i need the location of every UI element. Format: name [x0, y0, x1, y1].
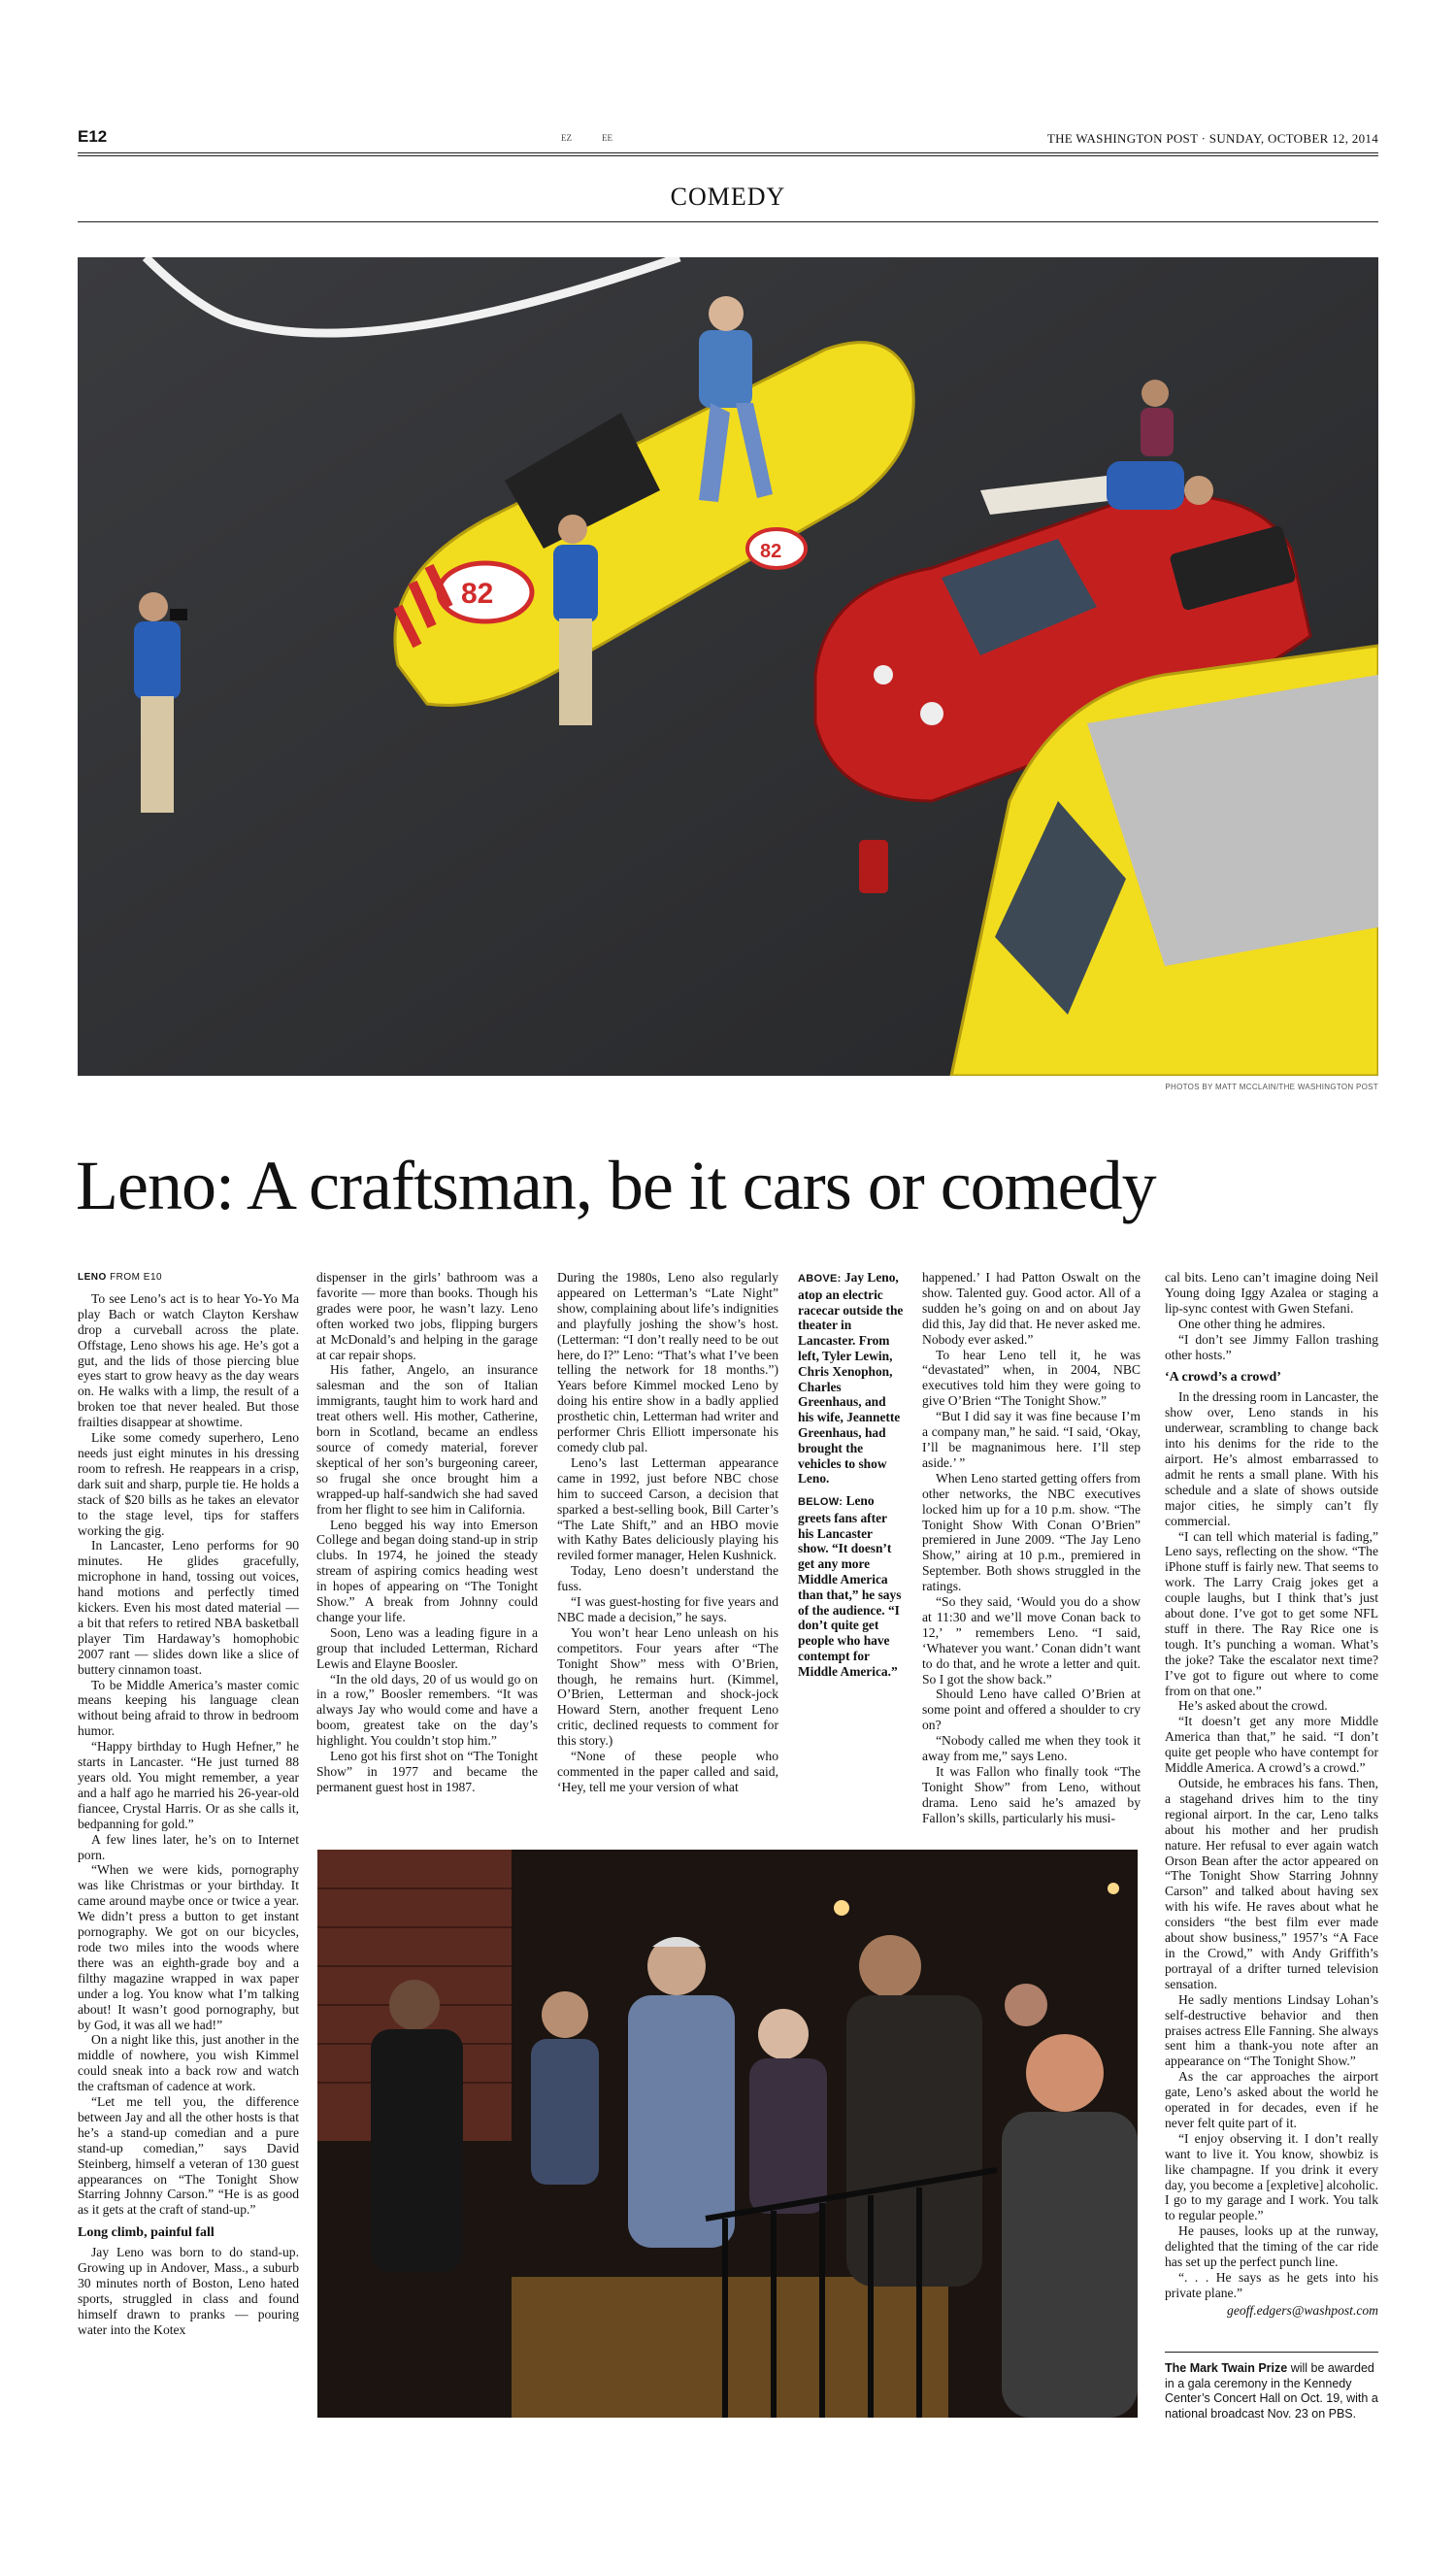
- paragraph: “I can tell which material is fading,” Leno says, reflecting on the show. “The iPhone stuff is fairly new. That seems to work. The Larry Craig jokes get a couple laughs, but I think that’s just about done. I’ve got to get some NFL stuff in there. The Ray Rice one is tough. It’s punching a woman. What’s the joke? Take the escalator next time? I’ve got to figure out where to come from on that one.”: [1165, 1528, 1378, 1698]
- mark-twain-note: [1165, 2361, 1378, 2422]
- note-body: will be awarded in a gala ceremony in the Kennedy Center’s Concert Hall on Oct. 19, with a national broadcast Nov. 23 on PBS.: [1165, 2361, 1378, 2421]
- paragraph: His father, Angelo, an insurance salesman and the son of Italian immigrants, taught him to work hard and treat others well. His mother, Catherine, born in Scotland, became an endless source of comedy material, forever skeptical of her son’s burgeoning career, so frugal she once brought him a wrapped-up half-sandwich she had saved from her flight to see him in California.: [316, 1362, 538, 1517]
- paragraph: It was Fallon who finally took “The Tonight Show” from Leno, without drama. Leno said he’s amazed by Fallon’s skills, particularly his musi-: [922, 1764, 1141, 1825]
- headline: Leno: A craftsman, be it cars or comedy: [76, 1147, 1156, 1224]
- paragraph: To be Middle America’s master comic means keeping his language clean without being afraid to throw in bedroom humor.: [78, 1677, 299, 1739]
- masthead-rule: [78, 152, 1378, 153]
- paragraph: happened.’ I had Patton Oswalt on the show. Talented guy. Good actor. All of a sudden he’s going on and on about Jay did this, Jay did that. He never asked me. Nobody ever asked.”: [922, 1270, 1141, 1347]
- svg-text:82: 82: [461, 578, 494, 610]
- caption-below: [798, 1493, 905, 1680]
- paragraph: Should Leno have called O’Brien at some point and offered a shoulder to cry on?: [922, 1687, 1141, 1733]
- paragraph: Leno’s last Letterman appearance came in 1992, just before NBC chose him to succeed Carson, a decision that sparked a best-selling book, Bill Carter’s “The Late Shift,” and an HBO movie with Kathy Bates deliciously playing his reviled former manager, Helen Kushnick.: [557, 1454, 778, 1563]
- paragraph: dispenser in the girls’ bathroom was a favorite — more than books. Though his grades were poor, he wasn’t lazy. Leno often worked two jobs, flipping burgers at McDonald’s and helping in the garage at car repair shops.: [316, 1270, 538, 1362]
- paragraph: Like some comedy superhero, Leno needs just eight minutes in his dressing room to refresh. He reappears in a crisp, dark suit and sharp, purple tie. He holds a stack of $20 bills as he takes an elevator to the stage level, tips for staffers working the gig.: [78, 1430, 299, 1538]
- story-column-5: [922, 1270, 1141, 1826]
- paragraph: “So they said, ‘Would you do a show at 11:30 and we’ll move Conan back to 12,’ ” remembers Leno. “I said, ‘Whatever you want.’ Conan didn’t want to do that, and he wrote a letter and quit. So I got the show back.”: [922, 1594, 1141, 1687]
- paragraph: To hear Leno tell it, he was “devastated” when, in 2004, NBC executives told him they were going to give O’Brien “The Tonight Show.”: [922, 1347, 1141, 1409]
- paragraph: In Lancaster, Leno performs for 90 minutes. He glides gracefully, microphone in hand, tossing out voices, hand motions and perfectly timed kickers. Even his most dated material — a bit that refers to retired NBA basketball player Tim Hardaway’s homophobic 2007 rant — slides down like a slice of buttery cinnamon toast.: [78, 1538, 299, 1677]
- paragraph: “I enjoy observing it. I don’t really want to live it. You know, showbiz is like champagne. If you drink it every day, you become a [expletive] alcoholic. I go to my garage and I work. You talk to regular people.”: [1165, 2130, 1378, 2223]
- section-rule: [78, 221, 1378, 222]
- paragraph: “Nobody called me when they took it away from me,” says Leno.: [922, 1733, 1141, 1764]
- paragraph: “It doesn’t get any more Middle America than that,” he said. “I don’t quite get people who have contempt for Middle America. A crowd’s a crowd.”: [1165, 1714, 1378, 1776]
- bottom-photo-fans: [317, 1850, 1138, 2418]
- svg-text:82: 82: [760, 541, 782, 562]
- paragraph: A few lines later, he’s on to Internet porn.: [78, 1831, 299, 1862]
- caption-label: ABOVE:: [798, 1273, 842, 1285]
- top-photo-cars: [78, 257, 1378, 1076]
- story-column-2: [316, 1270, 538, 1795]
- paragraph: cal bits. Leno can’t imagine doing Neil Young doing Iggy Azalea or staging a lip-sync contest with Gwen Stefani.: [1165, 1270, 1378, 1316]
- paragraph: “Let me tell you, the difference between Jay and all the other hosts is that he’s a stand-up comedian and a pure stand-up comedian,” says David Steinberg, himself a veteran of 130 guest appearances on “The Tonight Show Starring Johnny Carson.” “He is as good as it gets at the craft of stand-up.”: [78, 2094, 299, 2218]
- story-column-1: [78, 1270, 299, 2338]
- paragraph: Today, Leno doesn’t understand the fuss.: [557, 1563, 778, 1594]
- jump-line: [78, 1270, 299, 1286]
- paragraph: To see Leno’s act is to hear Yo-Yo Ma play Bach or watch Clayton Kershaw drop a curveball across the plate. Offstage, Leno shows his age. He’s got a gut, and the lids of those piercing blue eyes start to grow heavy as the day wears on. He walks with a limp, the result of a broken toe that never healed. But those frailties disappear at showtime.: [78, 1290, 299, 1430]
- paragraph: Soon, Leno was a leading figure in a group that included Letterman, Richard Lewis and Elayne Boosler.: [316, 1624, 538, 1671]
- paragraph: “I don’t see Jimmy Fallon trashing other hosts.”: [1165, 1331, 1378, 1362]
- paragraph: Jay Leno was born to do stand-up. Growing up in Andover, Mass., a suburb 30 minutes north of Boston, Leno hated sports, struggled in class and found himself drawn to pranks — pouring water into the Kotex: [78, 2245, 299, 2337]
- paragraph: On a night like this, just another in the middle of nowhere, you wish Kimmel could sneak into a back row and watch the craftsman of cadence at work.: [78, 2032, 299, 2094]
- jump-from: FROM E10: [110, 1272, 163, 1283]
- note-title: The Mark Twain Prize: [1165, 2361, 1288, 2375]
- paragraph: He sadly mentions Lindsay Lohan’s self-destructive behavior and then praises actress Elle Fanning. She always sent him a thank-you note after an appearance on “The Tonight Show.”: [1165, 1991, 1378, 2069]
- cars-illustration: [78, 257, 1378, 1076]
- paragraph: He pauses, looks up at the runway, delighted that the timing of the car ride has set up the perfect punch line.: [1165, 2223, 1378, 2270]
- jump-word: LENO: [78, 1272, 107, 1283]
- paragraph: “When we were kids, pornography was like Christmas or your birthday. It came around maybe once or twice a year. We didn’t press a button to get instant pornography. We got on our bicycles, rode two miles into the woods where there was an eighth-grade boy and a filthy magazine wrapped in wax paper under a log. You know what I’m talking about! It wasn’t good pornography, but by God, it was all we had!”: [78, 1862, 299, 2032]
- man-standing: [553, 515, 598, 725]
- masthead-rule: [78, 155, 1378, 156]
- paragraph: Leno got his first shot on “The Tonight Show” in 1977 and became the permanent guest host in 1987.: [316, 1749, 538, 1794]
- photo-credit: PHOTOS BY MATT MCCLAIN/THE WASHINGTON POST: [1165, 1083, 1378, 1091]
- paragraph: Leno begged his way into Emerson College and began doing stand-up in strip clubs. In 1974, he joined the steady stream of aspiring comics heading west in hopes of appearing on “The Tonight Show.” A break from Johnny could change your life.: [316, 1517, 538, 1624]
- story-column-6: [1165, 1270, 1378, 2319]
- dateline: THE WASHINGTON POST · SUNDAY, OCTOBER 12, 2014: [1046, 131, 1378, 146]
- caption-text: Leno greets fans after his Lancaster show. “It doesn’t get any more Middle America than that,” he says of the audience. “I don’t quite get people who have contempt for Middle America.”: [798, 1493, 902, 1679]
- paragraph: “Happy birthday to Hugh Hefner,” he starts in Lancaster. “He just turned 88 years old. You might remember, a year and a half ago he married his 26-year-old fiancee, Crystal Harris. Or as she calls it, bedpanning for gold.”: [78, 1739, 299, 1831]
- paragraph: Outside, he embraces his fans. Then, a stagehand drives him to the tiny regional airport. In the car, Leno talks about his mother and her prudish nature. Her refusal to ever again watch Orson Bean after the actor appeared on “The Tonight Show Starring Johnny Carson” and talked about having sex with his wife. He raves about what he considers “the best film ever made about show business,” 1957’s “A Face in the Crowd,” with Andy Griffith’s portrayal of a drifter turned television sensation.: [1165, 1776, 1378, 1991]
- paragraph: “None of these people who commented in the paper called and said, ‘Hey, tell me your version of what: [557, 1749, 778, 1794]
- leno-figure: [628, 1995, 735, 2248]
- paragraph: “In the old days, 20 of us would go on in a row,” Boosler remembers. “It was always Jay who would come and have a boom, greatest take on the day’s highlight. You couldn’t stop him.”: [316, 1671, 538, 1749]
- paragraph: “I was guest-hosting for five years and NBC made a decision,” he says.: [557, 1594, 778, 1624]
- note-rule: [1165, 2352, 1378, 2353]
- paragraph: You won’t hear Leno unleash on his competitors. Four years after “The Tonight Show” mess with O’Brien, though, he remains hurt. (Kimmel, O’Brien, Letterman and shock-jock Howard Stern, another frequent Leno critic, declined requests to comment for this story.): [557, 1624, 778, 1749]
- subhead: ‘A crowd’s a crowd’: [1165, 1370, 1281, 1386]
- paragraph: He’s asked about the crowd.: [1178, 1698, 1328, 1714]
- lit-pavement: [512, 2277, 948, 2418]
- subhead: Long climb, painful fall: [78, 2225, 215, 2241]
- section-title: COMEDY: [670, 183, 786, 211]
- caption-label: BELOW:: [798, 1496, 844, 1508]
- caption-text: Jay Leno, atop an electric racecar outside the theater in Lancaster. From left, Tyler Lewin, Chris Xenophon, Charles Greenhaus, and his wife, Jeannette Greenhaus, had brought the vehicles to show Leno.: [798, 1270, 904, 1486]
- author-email: geoff.edgers@washpost.com: [1227, 2302, 1378, 2318]
- story-column-3: [557, 1270, 778, 1795]
- page-number: E12: [78, 127, 108, 146]
- edition-mark: EZ: [561, 133, 572, 143]
- paragraph: In the dressing room in Lancaster, the show over, Leno stands in his underwear, scrambling to change back into his denims for the ride to the airport. He’s almost embarrassed to admit he rents a small plane. With his schedule and a slate of shows outside major cities, he simply can’t fly commercial.: [1165, 1389, 1378, 1528]
- paragraph: “. . . He says as he gets into his private plane.”: [1165, 2270, 1378, 2300]
- caption-above: [798, 1270, 905, 1486]
- paragraph: As the car approaches the airport gate, Leno’s asked about the world he operated in for decades, even if he never felt quite part of it.: [1165, 2069, 1378, 2130]
- edition-mark: EE: [602, 133, 612, 143]
- paragraph: When Leno started getting offers from other networks, the NBC executives locked him up for a 10 p.m. show. “The Tonight Show With Conan O’Brien” premiered in June 2009. “The Jay Leno Show,” airing at 10 p.m., premiered in September. Both shows struggled in the ratings.: [922, 1470, 1141, 1594]
- paragraph: One other thing he admires.: [1178, 1316, 1326, 1331]
- paragraph: During the 1980s, Leno also regularly appeared on Letterman’s “Late Night” show, complaining about life’s indignities and playfully joshing the show’s host. (Letterman: “I don’t really need to be out here, do I?” Leno: “That’s what I’ve been telling the network for 18 months.”) Years before Kimmel mocked Leno by doing his entire show in a badly applied prosthetic chin, Letterman had writer and performer Chris Elliott impersonate his comedy club pal.: [557, 1270, 778, 1454]
- paragraph: “But I did say it was fine because I’m a company man,” he said. “I said, ‘Okay, I’ll be magnanimous here. I’ll step aside.’ ”: [922, 1409, 1141, 1470]
- fans-illustration: [317, 1850, 1138, 2418]
